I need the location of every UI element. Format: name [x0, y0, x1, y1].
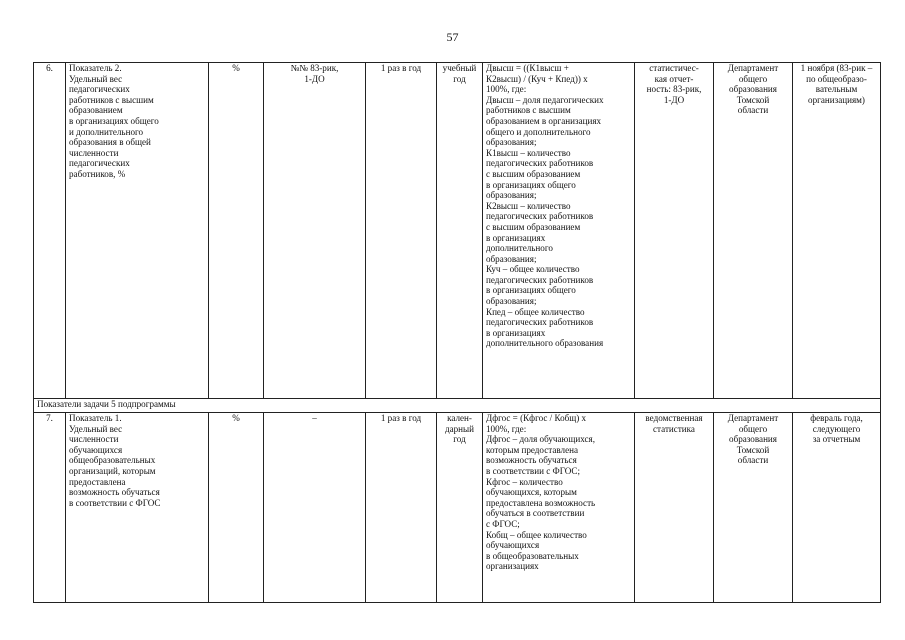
method-cell: статистичес- кая отчет- ность: 83-рик, 1-ДО	[635, 63, 714, 399]
formula-cell: Двысш = ((К1высш + К2высш) / (Куч + Кпед)) х 100%, где: Двысш – доля педагогических работников с высшим образованием в организациях общего и дополнительного образования; К1высш – количество педагогических работников с высшим образованием в организациях общего образования; К2высш – количество педагогических работников с высшим образованием в организациях дополнительного образования; Куч – общее количество педагогических работников в организациях общего образования; Кпед – общее количество педагогических работников в организациях дополнительного образования	[483, 63, 635, 399]
unit-cell: %	[209, 63, 264, 399]
frequency-cell: 1 раз в год	[366, 413, 437, 603]
deadline-cell: февраль года, следующего за отчетным	[793, 413, 881, 603]
frequency-cell: 1 раз в год	[366, 63, 437, 399]
responsible-cell: Департамент общего образования Томской области	[714, 63, 793, 399]
page-number: 57	[446, 30, 459, 44]
report-form-cell: №№ 83-рик, 1-ДО	[264, 63, 366, 399]
deadline-cell: 1 ноября (83-рик – по общеобразо- вательным организациям)	[793, 63, 881, 399]
formula-cell: Дфгос = (Кфгос / Кобщ) х 100%, где: Дфгос – доля обучающихся, которым предоставлена возможность обучаться в соответствии с ФГОС; Кфгос – количество обучающихся, которым предоставлена возможность обучаться в соответствии с ФГОС; Кобщ – общее количество обучающихся в общеобразовательных организациях	[483, 413, 635, 603]
row-number: 7.	[34, 413, 66, 603]
section-header-row	[34, 399, 881, 413]
report-form-cell: –	[264, 413, 366, 603]
period-cell: учебный год	[437, 63, 483, 399]
responsible-cell: Департамент общего образования Томской области	[714, 413, 793, 603]
table-row	[34, 63, 881, 399]
row-number: 6.	[34, 63, 66, 399]
section-header: Показатели задачи 5 подпрограммы	[34, 399, 881, 413]
table-row	[34, 413, 881, 603]
method-cell: ведомственная статистика	[635, 413, 714, 603]
unit-cell: %	[209, 413, 264, 603]
indicator-name: Показатель 2. Удельный вес педагогических работников с высшим образованием в организациях общего и дополнительного образования в общей численности педагогических работников, %	[66, 63, 209, 399]
indicators-table	[33, 62, 881, 603]
indicator-name: Показатель 1. Удельный вес численности обучающихся общеобразовательных организаций, которым предоставлена возможность обучаться в соответствии с ФГОС	[66, 413, 209, 603]
period-cell: кален- дарный год	[437, 413, 483, 603]
